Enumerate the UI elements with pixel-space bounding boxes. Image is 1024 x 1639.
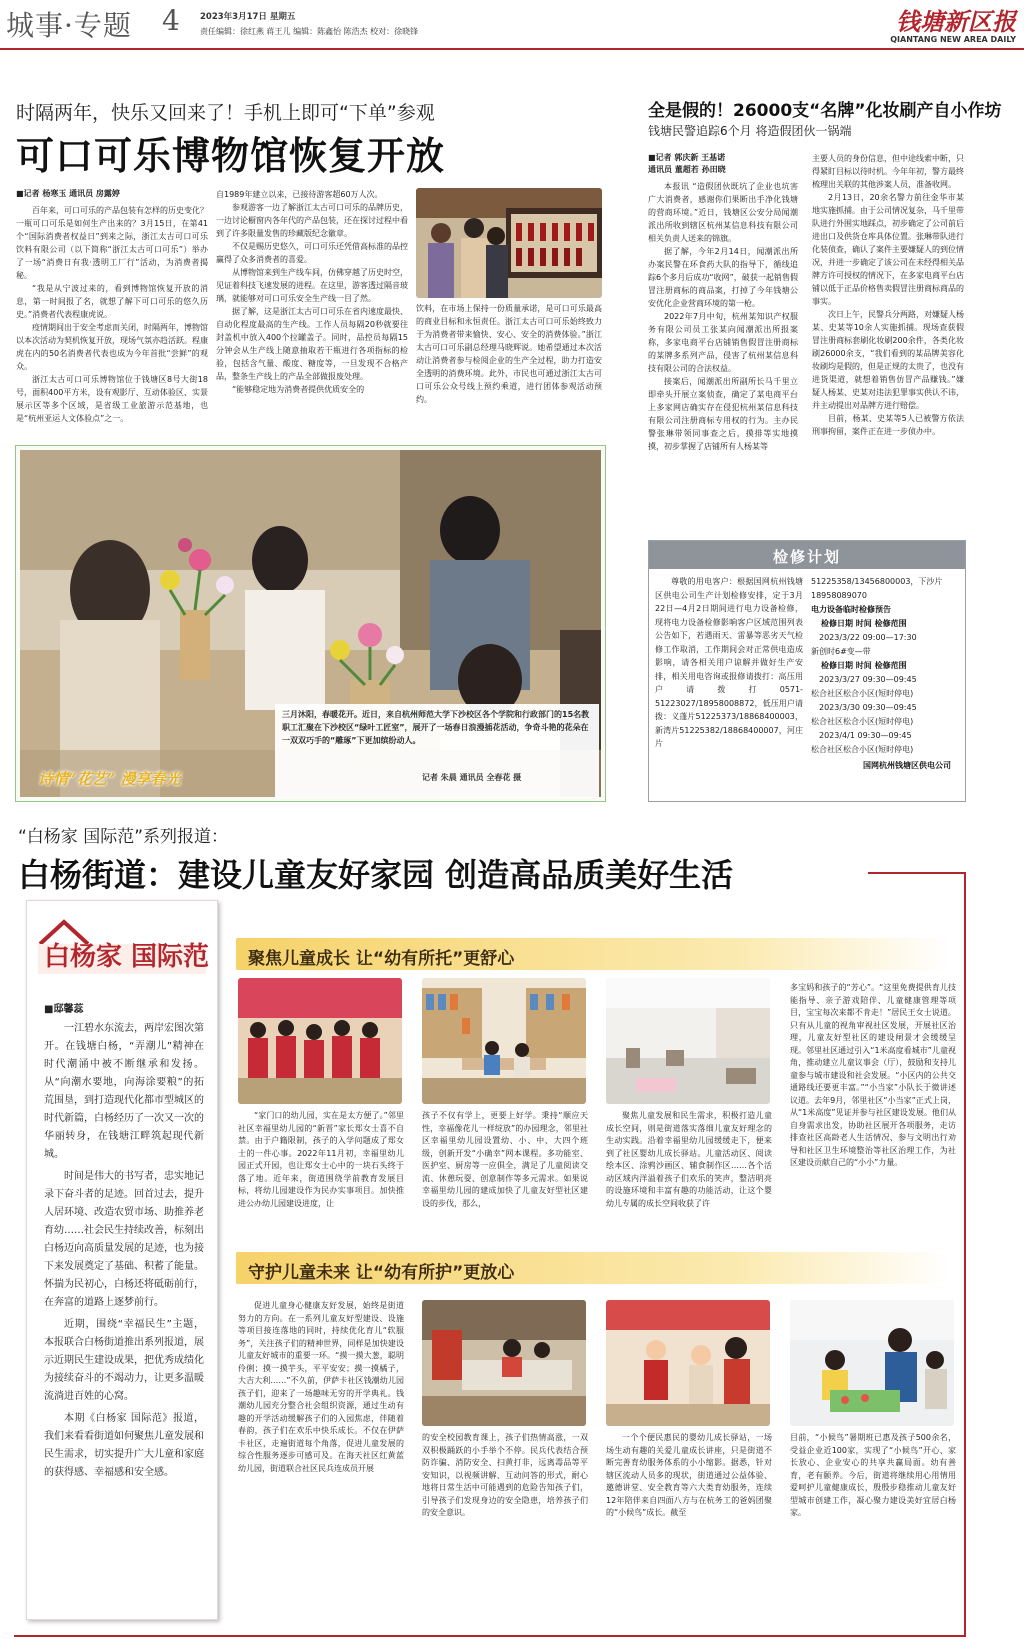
- paragraph: 近期，围绕“幸福民生”主题，本报联合白杨街道推出系列报道，展示近期民生建设成果，把优秀成绩化为接续奋斗的不竭动力，让更多温暖流淌进百姓的心窝。: [44, 1319, 204, 1402]
- paragraph: 2022年7月中旬，杭州某知识产权服务有限公司员工张某向闻潮派出所报案称，多家电商平台店铺销售假冒注册商标的某牌多系列产品，侵害了杭州某信息科技有限公司的合法权益。: [648, 312, 798, 373]
- feature-byline: ■邸馨蕊: [44, 1004, 84, 1015]
- paragraph: 疫情期间出于安全考虑而关闭，时隔两年，博物馆以本次活动为契机恢复开放，现场气氛亦趋活跃。程康虎在内的50名消费者代表也成为今年首批“尝鲜”的观众。: [16, 323, 208, 371]
- section2-title: 守护儿童未来 让“幼有所护”更放心: [248, 1263, 515, 1283]
- notice-col2-heading: 电力设备临时检修预告: [811, 605, 891, 614]
- section1-col4: 多宝妈和孩子的“芳心”。“这里免费提供育儿技能指导、亲子游戏陪伴、儿童健康管理等项目，宝宝每次来都不肯走！”居民王女士说道。只有从儿童的视角审视社区发展，开展社区治理，儿童友好型社区的建设闸景才会缓缓呈现。邻里社区通过引入“1米高度看城市”儿童视角，推动建立儿童议事会（厅），鼓励和支持儿童参与城市建设和社会发展。“小区内的公共交通路线还要更丰富。”“小当家”小队长于微讲述议道。去年9月，邻里社区“小当家”正式上岗，从“1米高度”见证并参与社区建设发展。他们从自身需求出发，协助社区展开各项服务，走访排查社区高龄老人生活情况、参与文明出行劝导和社区卫生环境整治等社区治理工作，为社区建设贡献自己的“小小”力量。: [790, 983, 956, 1167]
- paragraph: 不仅是赐历史悠久，可口可乐还凭借高标准的品控赢得了众多消费者的喜爱。: [216, 242, 408, 264]
- article1-col3: [416, 302, 602, 432]
- article1-byline: ■记者 杨寒玉 通讯员 房露婷: [16, 189, 120, 198]
- paper-name: 钱塘新区报: [896, 7, 1016, 36]
- paragraph: 2月13日，20余名警力前往金华市某地实施抓捕。由于公司情况复杂，马千里带队进行外围实地踩点，初步确定了公司前后进出口及供货仓库具体位置。张琳带队进行化装侦查，确认了案件主要嫌疑人的到位情况，并进一步确定了该公司在未经得相关品牌方许可授权的情况下，在多家电商平台店铺以低于正品价格售卖假冒注册商标商品的事实。: [812, 193, 964, 306]
- notice-row: 松合社区松合小区(短时停电): [811, 689, 914, 698]
- paragraph: 时间是伟大的书写者，忠实地记录下奋斗者的足迹。回首过去，提升人居环境、改造农贸市场、助推养老育幼……社会民生持续改善，标刻出白杨迈向高质量发展的足迹，也为接下来发展奠定了基础、积蓄了能量。怀揣为民初心，白杨还将砥砺前行，在奔富的道路上逐梦前行。: [44, 1171, 204, 1308]
- page-number: 4: [162, 4, 180, 37]
- paragraph: 本报讯 “造假团伙既坑了企业也坑害广大消费者，感谢你们果断出手净化钱塘的营商环境。”近日，钱塘区公安分局闻潮派出所收到辖区杭州某信息科技有限公司相关负责人送来的锦旗。: [648, 182, 798, 243]
- article2-byline: ■记者 郭庆新 王基诺 通讯员 董超若 孙田晓: [648, 153, 726, 174]
- feature-kicker: “白杨家 国际范”系列报道：: [18, 827, 229, 847]
- paragraph: “我是从宁波过来的，看到博物馆恢复开放的消息，第一时间报了名，就想了解下可口可乐的悠久历史。”消费者代表程康虎说。: [16, 284, 208, 319]
- notice-table-header: 检修日期 时间 检修范围: [821, 661, 907, 670]
- article1-kicker: 时隔两年，快乐又回来了！手机上即可“下单”参观: [16, 102, 435, 124]
- notice-col1: 尊敬的用电客户：根据国网杭州钱塘区供电公司生产计划检修安排，定于3月22日—4月2日期间进行电力设备检修，现将电力设备检修影响客户区域范围列表公告如下，若遇雨天、雷暴等恶劣天气检修工作取消，工作期间会对正常供电造成影响，请各相关用户谅解并做好生产安排，相关用电咨询或报修请拨打：高压用户请拨打0571-51223027/18958008872，低压用户请拨：义蓬片51225373/18868400003，新湾片51225382/18868400007，河庄片: [655, 577, 803, 748]
- section1-col2: 孩子不仅有学上，更要上好学。秉持“顺应天性，幸福像花儿一样绽放”的办园理念，邻里社区幸福里幼儿园设置幼、小、中、大四个班级，创新开发“小确幸”网本课程。多功能室、医护室、厨房等一应俱全，满足了儿童阅读交流、休憩玩耍、创意制作等多元需求。如果说幸福里幼儿园的建成加快了儿童友好型社区建设的步伐，那么，: [422, 1111, 588, 1208]
- notice-col2-intro: 51225358/13456800003，下沙片18958089070: [811, 577, 943, 600]
- paragraph: 浙江太古可口可乐博物馆位于钱塘区8号大街18号，面积400平方米，设有观影厅、互动体验区、实景展示区等多个区域，是省级工业旅游示范基地，也是“杭州亚运人文体验点”之一。: [16, 375, 208, 423]
- activity-hall-photo: [606, 978, 770, 1104]
- notice-row: 新创时6#变—带: [811, 647, 871, 656]
- section2-col3: 一个个便民惠民的婴幼儿成长驿站，一场场生动有趣的关爱儿童成长讲座，只是街道不断完善育幼服务体系的小小缩影。据悉，针对辖区流动人员多的现状，街道通过公益体验、邀德讲堂、安全教育等六大类育幼服务，连续12年陪伴来自四面八方与在杭务工的爸妈团聚的“小候鸟”成长。截至: [606, 1433, 772, 1517]
- section2-col1: 促进儿童身心健康友好发展，始终是街道努力的方向。在一系列儿童友好型建设、设施等项目接连落地的同时，持续优化育儿“软服务”，关注孩子们的精神世界，同样是加快建设儿童友好城市的重要一环。“摸一摸大葱，聪明伶俐；摸一摸芋头，平平安安；摸一摸橘子，大吉大利……”不久前，伊萨卡社区钱潮幼儿园孩子们，迎来了一场趣味无穷的开学典礼。钱潮幼儿园充分整合社会组织资源，通过生动有趣的开学活动缓解孩子们的入园焦虑，伴随着春韵，孩子们在欢乐中快乐成长。不仅在伊萨卡社区，走遍街道每个角落，促进儿童发展的综合性服务逐步可感可及。在海天社区红黄蓝幼儿园，街道联合社区民兵连成员开展: [238, 1301, 404, 1473]
- paragraph: 参观游客一边了解浙江太古可口可乐的品牌历史，一边讨论橱窗内各年代的产品包装，还在探讨过程中看到了许多限量发售的珍藏版纪念徽章。: [216, 203, 408, 238]
- editors-line: 责任编辑：徐红燕 蒋王儿 编辑：陈鑫怡 陈浩杰 校对：徐晓锋: [200, 27, 419, 36]
- paragraph: 一江碧水东流去，两岸宏图次第开。在钱塘白杨，“弄潮儿”精神在时代潮涌中被不断继承和发扬。从“向潮水要地，向海涂要粮”的拓荒围垦，到打造现代化都市型城区的时代新篇，白杨经历了一次又一次的华丽转身，在钱塘江畔筑起现代新城。: [44, 1023, 204, 1160]
- article2-subhead: 钱塘民警追踪6个月 将造假团伙一锅端: [648, 124, 852, 138]
- kindergarten-children-photo: [238, 978, 402, 1104]
- article1-headline: 可口可乐博物馆恢复开放: [16, 134, 446, 178]
- photo-story-credit: 记者 朱晨 通讯员 全春花 摄: [422, 773, 522, 782]
- safety-class-photo: [422, 1300, 586, 1426]
- notice-signature: 国网杭州钱塘区供电公司: [863, 761, 951, 770]
- article2-headline: 全是假的！26000支“名牌”化妆刷产自小作坊: [648, 101, 1002, 121]
- issue-date: 2023年3月17日 星期五: [200, 12, 296, 22]
- notice-row: 2023/3/22 09:00—17:30: [819, 633, 917, 642]
- section-title: 城事·专题: [6, 9, 132, 42]
- feature-frame-top: [868, 872, 966, 874]
- article1-col2: [216, 188, 408, 432]
- paragraph: 本期《白杨家 国际范》报道，我们来看看街道如何聚焦儿童发展和民生需求，切实提升广大儿童和家庭的获得感、幸福感和安全感。: [44, 1413, 204, 1478]
- paragraph: 百年来，可口可乐的产品包装有怎样的历史变化？一瓶可口可乐是如何生产出来的？3月15日，在第41个“国际消费者权益日”到来之际，浙江太古可口可乐饮料有限公司（以下简称“浙江太古可口可乐”）举办了一场“消费日有我·透明工厂行”活动，为消费者揭秘。: [16, 206, 208, 280]
- article2-col1: [648, 180, 798, 522]
- paragraph: 自1989年建立以来，已接待游客超60万人次。: [216, 190, 383, 199]
- section1-col3: 聚焦儿童发展和民生需求，积极打造儿童成长空间，则是街道落实落细儿童友好理念的生动实践。沿着幸福里幼儿园缓缓走下，便来到了社区婴幼儿成长驿站。儿童活动区、阅读绘本区、涂鸦沙画区、辅食制作区……各个活动区域内洋溢着孩子们欢乐的笑声，整洁明亮的设施环境和丰富有趣的功能活动，让这个婴幼儿专属的成长空间收获了许: [606, 1111, 772, 1208]
- maintenance-notice: [648, 540, 966, 802]
- festival-children-photo: [606, 1300, 770, 1426]
- section2-col4: 目前，“小候鸟”暑期班已惠及孩子500余名，受益企业近100家，实现了“小候鸟”开心、家长放心、企业安心的共享共赢局面。幼有善育，老有颐养。今后，街道将继续用心用情用爱呵护儿童健康成长，殷殷步稳推动儿童友好型城市创建工作，凝心聚力建设美好宜居白杨家。: [790, 1433, 956, 1517]
- paragraph: 接案后，闻潮派出所副所长马千里立即牵头开展立案侦查，确定了某电商平台上多家网店确实存在侵犯杭州某信息科技有限公司注册商标专用权的行为。主办民警张琳带领同事查之后，摸排等实地摸摸，初步掌握了店铺所有人杨某等: [648, 377, 798, 451]
- notice-col2: [811, 575, 961, 775]
- paragraph: “能够稳定地为消费者提供优质安全的: [232, 385, 365, 394]
- paragraph: 次日上午，民警兵分两路，对嫌疑人杨某、史某等10余人实施抓捕。现场查获假冒注册商标套刷化妆刷200余件，各类化妆刷26000余支，“我们看到的某品牌美容化妆刷均是假的，但是正规的太贵了，也没有进货渠道，就想着销售仿冒产品赚钱。”嫌疑人杨某、史某对违法犯罪事实供认不讳，并主动提出对品牌方进行赔偿。: [812, 310, 964, 410]
- masthead: [0, 0, 1024, 50]
- library-room-photo: [422, 978, 586, 1104]
- feature-logo: [34, 914, 210, 976]
- museum-photo: [416, 188, 602, 298]
- paragraph: 从博物馆来到生产线车间，仿佛穿越了历史时空，见证着科技飞速发展的进程。在这里，游客透过隔音玻璃，就能够对可口可乐安全生产线一目了然。: [216, 268, 408, 303]
- section2-col2: 的安全校园教育课上，孩子们热情高涨，一双双积极踊跃的小手举个不停。民兵代表结合预防诈骗、消防安全、扫黄打非，远离毒品等平安知识，以视频讲解、互动问答的形式，耐心地将日常生活中可能遇到的危险告知孩子们，引导孩子们发现身边的安全隐患，培养孩子们的安全意识。: [422, 1433, 588, 1517]
- notice-row: 2023/4/1 09:30—09:45: [819, 731, 912, 740]
- photo-story-label: 诗情“花艺” 漫享春光: [38, 770, 181, 788]
- toddler-play-photo: [790, 1300, 954, 1426]
- article1-col1: [16, 204, 208, 432]
- notice-row: 2023/3/30 09:30—09:45: [819, 703, 917, 712]
- photo-story-caption: 三月沐阳，春暖花开。近日，来自杭州师范大学下沙校区各个学院和行政部门的15名教职工汇聚在下沙校区“绿叶工匠室”，展开了一场春日浪漫插花活动，争奇斗艳的花朵在一双双巧手的“雕琢”下更加缤纷动人。: [282, 710, 590, 745]
- paragraph: 饮料，在市场上保持一份质量承诺，是可口可乐最高的商业目标和永恒责任。浙江太古可口可乐始终致力于为消费者带来愉快、安心、安全的消费体验。”浙江太古可口可乐副总经理马晓辉说。她希望通过本次活动让消费者参与检阅企业的生产全过程，助力打造安全透明的消费环境。此外，市民也可通过浙江太古可口可乐公众号线上预约乘道，进行团体参观活动预约。: [416, 304, 602, 404]
- paragraph: 据了解，今年2月14日，闻潮派出所办案民警在环食药大队的指导下，循线追踪6个多月后成功“收网”，破获一起销售假冒注册商标的商品案，打掉了今年钱塘公安优化企业营商环境的第一枪。: [648, 247, 798, 308]
- paragraph: 目前，杨某、史某等5人已被警方依法刑事拘留，案件正在进一步侦办中。: [812, 414, 964, 436]
- paragraph: 据了解，这是浙江太古可口可乐在省内速度最快、自动化程度最高的生产线。工作人员每隔20秒就要往封盖机中放入400个拉罐盖子。同时，品控员每隔15分钟会从生产线上随意抽取若干瓶进行各项指标的检验，包括含气量、酸度、糖度等，一旦发现不合格产品，整条生产线上的产品全部做报废处理。: [216, 307, 408, 381]
- notice-row: 松合社区松合小区(短时停电): [811, 717, 914, 726]
- paragraph: 主要人员的身份信息，但中途线索中断，只得紧盯目标以待时机。今年年初，警方最终梳理出关联的其他涉案人员，准备收网。: [812, 154, 964, 189]
- notice-row: 2023/3/27 09:30—09:45: [819, 675, 917, 684]
- notice-table-header: 检修日期 时间 检修范围: [821, 619, 907, 628]
- notice-title: 检修计划: [772, 548, 841, 566]
- notice-row: 松合社区松合小区(短时停电): [811, 745, 914, 754]
- feature-intro: [44, 1020, 204, 1610]
- feature-headline: 白杨街道：建设儿童友好家园 创造高品质美好生活: [18, 856, 734, 894]
- section1-col1: “家门口的幼儿园，实在是太方便了。”邻里社区幸福里幼儿园的“新晋”家长郑女士喜不自禁。由于户籍限制，孩子的入学问题成了郑女士的一件心事。2022年11月初，幸福里幼儿园正式开园，也让郑女士心中的一块石头终于落了地。近年来，街道围绕学前教育发展目标，将幼儿园建设作为民办实事项目。加快推进公办幼儿园建设进度，让: [238, 1111, 404, 1208]
- feature-logo-text: 白杨家 国际范: [44, 942, 210, 972]
- article2-col2: [812, 152, 964, 522]
- section1-title: 聚焦儿童成长 让“幼有所托”更舒心: [248, 949, 515, 969]
- paper-name-en: QIANTANG NEW AREA DAILY: [890, 35, 1016, 44]
